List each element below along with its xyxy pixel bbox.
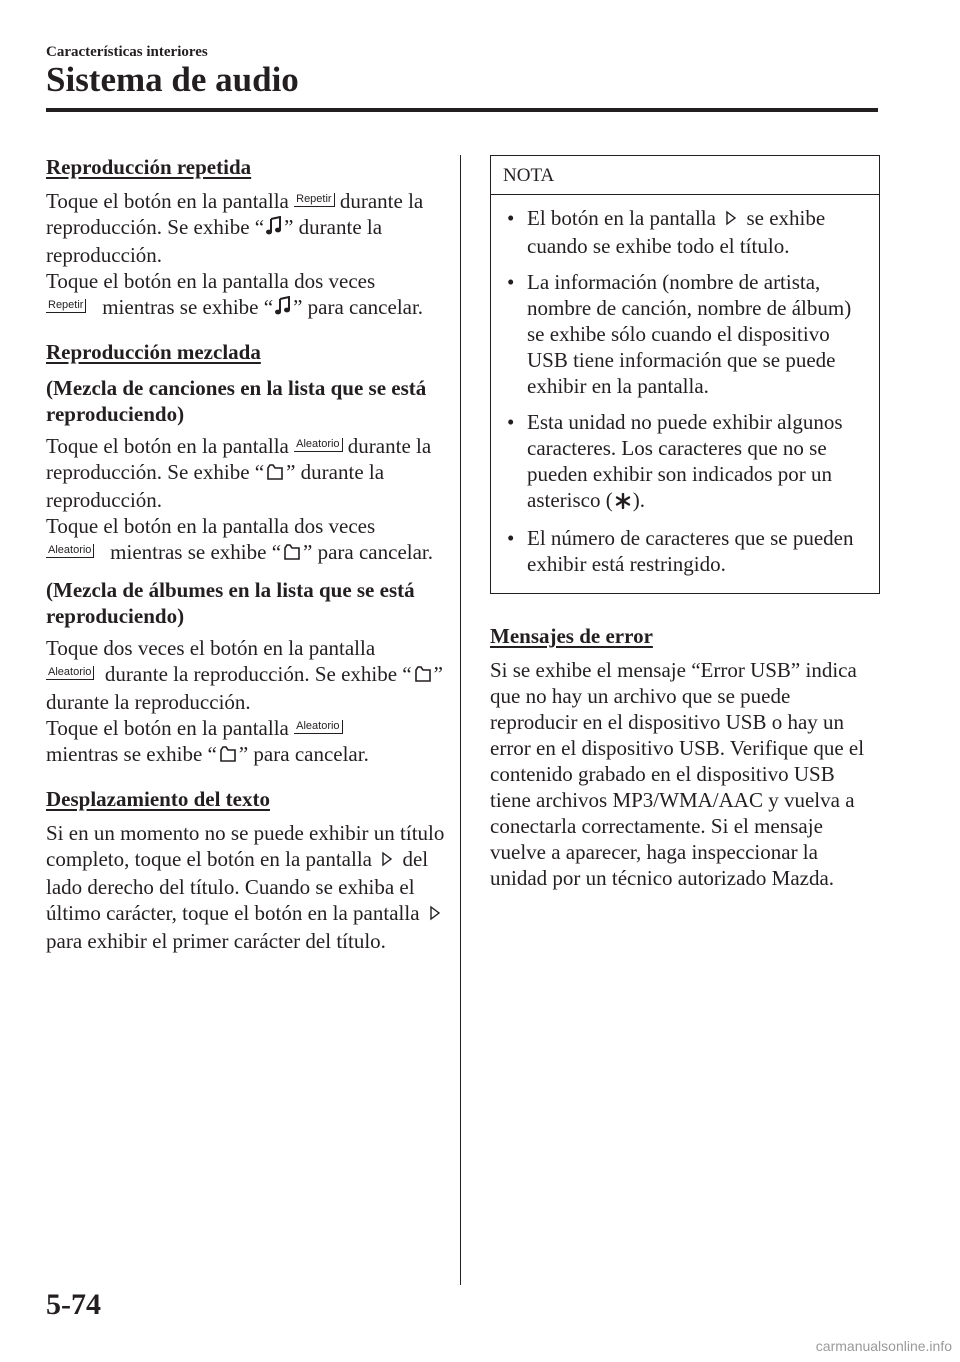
repetir-button[interactable]: Repetir: [294, 193, 334, 207]
bullet: •: [507, 206, 515, 230]
repetir-button[interactable]: Repetir: [46, 299, 86, 313]
text: para exhibir el primer carácter del título.: [46, 929, 386, 953]
text: mientras se exhibe “: [46, 742, 217, 766]
text: se exhibe cuando se exhibe todo el título.: [527, 206, 826, 258]
repeat-paragraph: [46, 188, 446, 322]
text: mientras se exhibe “: [102, 295, 274, 319]
left-column: [46, 155, 446, 964]
note-item: [505, 269, 867, 399]
header-rule: [46, 108, 878, 112]
note-item: [505, 205, 867, 259]
note-box: [490, 155, 880, 594]
text: ” para cancelar.: [238, 742, 369, 766]
folder-icon: [219, 743, 237, 769]
folder-icon: [283, 541, 301, 567]
shuffle-songs-paragraph: [46, 433, 446, 567]
text: Toque dos veces el botón en la pantalla: [46, 636, 376, 660]
text: El número de caracteres que se pueden exhibir está restringido.: [527, 526, 854, 576]
shuffle-albums-paragraph: [46, 635, 446, 769]
text: mientras se exhibe “: [110, 540, 282, 564]
aleatorio-button[interactable]: Aleatorio: [46, 544, 94, 558]
right-column: [490, 155, 880, 901]
error-section: [490, 624, 880, 891]
text: ” para cancelar.: [293, 295, 424, 319]
subheading-songs: (Mezcla de canciones en la lista que se está reproduciendo): [46, 376, 427, 426]
text: ).: [632, 488, 645, 512]
section-title-shuffle: Reproducción mezclada: [46, 340, 261, 364]
text: Toque el botón en la pantalla: [46, 716, 289, 740]
aleatorio-button[interactable]: Aleatorio: [46, 666, 94, 680]
note-list: [491, 195, 879, 593]
section-label: Características interiores: [46, 44, 208, 60]
section-title-repeat: Reproducción repetida: [46, 155, 252, 179]
text: ” durante la reproducción.: [46, 662, 443, 714]
subheading-albums: (Mezcla de álbumes en la lista que se está reproduciendo): [46, 578, 415, 628]
bullet: •: [507, 526, 515, 550]
watermark[interactable]: carmanualsonline.info: [815, 1338, 952, 1354]
asterisk-icon: [615, 489, 631, 515]
folder-icon: [266, 461, 284, 487]
section-title-scroll: Desplazamiento del texto: [46, 787, 270, 811]
section-title-errors: Mensajes de error: [490, 624, 653, 648]
triangle-right-icon[interactable]: [427, 902, 443, 928]
column-divider: [460, 155, 461, 1285]
text: Toque el botón en la pantalla: [46, 189, 289, 213]
aleatorio-button[interactable]: Aleatorio: [294, 438, 342, 452]
text: ” durante la reproducción.: [46, 460, 385, 512]
note-item: [505, 525, 867, 577]
text: El botón en la pantalla: [527, 206, 716, 230]
text: Toque el botón en la pantalla: [46, 434, 289, 458]
music-note-icon: [275, 296, 291, 322]
triangle-right-icon[interactable]: [379, 848, 395, 874]
text: La información (nombre de artista, nombre de canción, nombre de álbum) se exhibe sólo cuando el dispositivo USB tiene información que se puede exhibir en la pantalla.: [527, 270, 852, 398]
page-number: 5-74: [46, 1288, 101, 1321]
text: ” durante la reproducción.: [46, 215, 383, 267]
text: durante la reproducción. Se exhibe “: [104, 662, 412, 686]
text: ” para cancelar.: [303, 540, 434, 564]
aleatorio-button[interactable]: Aleatorio: [294, 720, 342, 734]
text: durante la reproducción. Se exhibe “: [46, 434, 432, 484]
folder-icon: [414, 663, 432, 689]
text: Toque el botón en la pantalla dos veces: [46, 269, 376, 293]
music-note-icon: [266, 216, 282, 242]
bullet: •: [507, 410, 515, 434]
errors-paragraph: Si se exhibe el mensaje “Error USB” indica que no hay un archivo que se puede reproducir en el dispositivo USB o hay un error en el dispositivo USB. Verifique que el contenido grabado en el dispositivo USB tiene archivos MP3/WMA/AAC y vuelva a conectarla correctamente. Si el mensaje vuelve a aparecer, haga inspeccionar la unidad por un técnico autorizado Mazda.: [490, 658, 865, 890]
triangle-right-icon[interactable]: [723, 207, 739, 233]
text: del lado derecho del título. Cuando se exhiba el último carácter, toque el botón en la pantalla: [46, 847, 429, 925]
note-heading: NOTA: [491, 156, 879, 195]
note-item: [505, 409, 867, 515]
text: Esta unidad no puede exhibir algunos caracteres. Los caracteres que no se pueden exhibir son indicados por un asterisco (: [527, 410, 843, 512]
text: Si en un momento no se puede exhibir un título completo, toque el botón en la pantalla: [46, 821, 445, 871]
bullet: •: [507, 270, 515, 294]
text: durante la reproducción. Se exhibe “: [46, 189, 424, 239]
scroll-paragraph: [46, 820, 446, 954]
page-title: Sistema de audio: [46, 60, 299, 99]
text: Toque el botón en la pantalla dos veces: [46, 514, 376, 538]
